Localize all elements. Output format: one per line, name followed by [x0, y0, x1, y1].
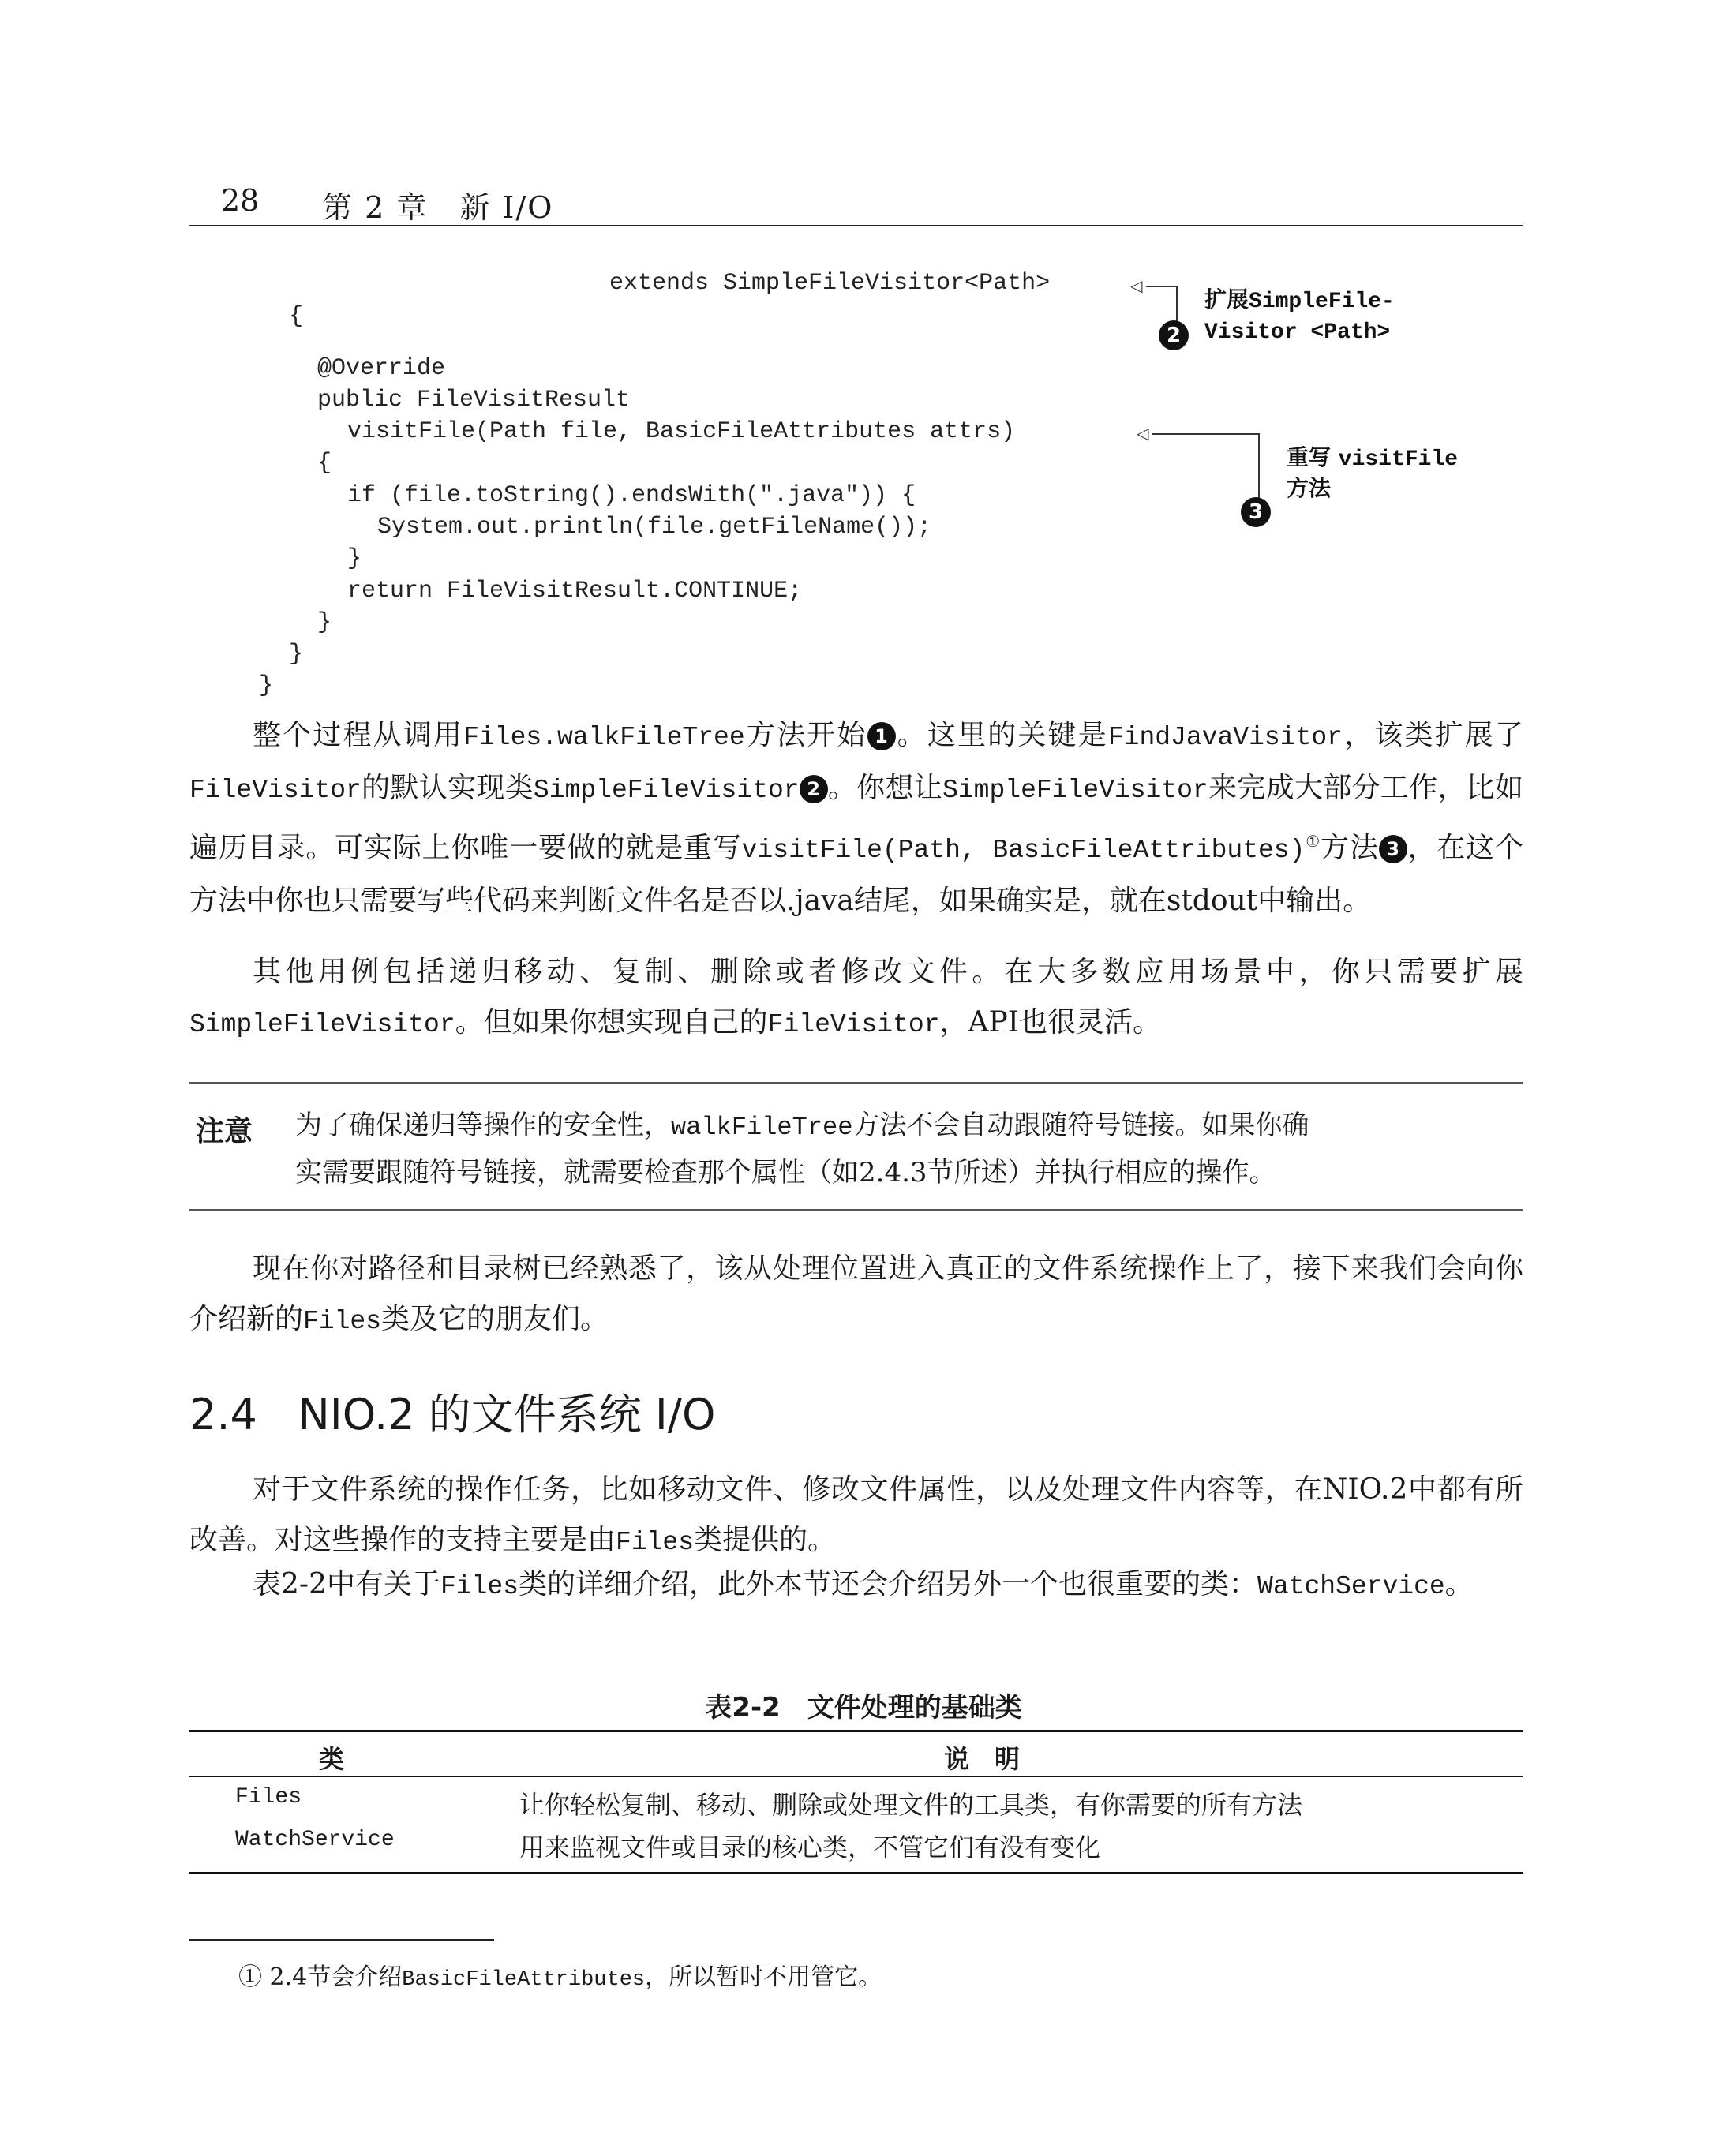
- code-line: {: [289, 303, 304, 330]
- callout-label-2: 扩展SimpleFile- Visitor <Path>: [1204, 286, 1395, 345]
- table-cell-class: Files: [235, 1785, 302, 1810]
- note-top-rule: [189, 1082, 1523, 1084]
- code-line: System.out.println(file.getFileName());: [377, 514, 932, 541]
- callout-label-3: 重写 visitFile 方法: [1287, 444, 1458, 501]
- header-rule: [189, 225, 1523, 226]
- callout-leader: [1146, 286, 1178, 287]
- note-text-line-2: 实需要跟随符号链接，就需要检查那个属性（如2.4.3节所述）并执行相应的操作。: [295, 1157, 1276, 1188]
- code-line: @Override: [317, 355, 446, 382]
- code-line: extends SimpleFileVisitor<Path>: [609, 270, 1051, 297]
- code-line: }: [289, 641, 304, 668]
- table-header-rule: [189, 1776, 1523, 1777]
- table-bottom-rule: [189, 1872, 1523, 1874]
- running-head: 第 2 章 新 I/O: [322, 190, 554, 225]
- table-top-rule: [189, 1730, 1523, 1732]
- table-cell-class: WatchService: [235, 1828, 395, 1852]
- code-line: public FileVisitResult: [317, 387, 631, 414]
- code-line: return FileVisitResult.CONTINUE;: [347, 578, 803, 605]
- footnote-rule: [189, 1939, 494, 1941]
- body-paragraph: 整个过程从调用Files.walkFileTree方法开始 1 。这里的关键是FindJavaVisitor，该类扩展了FileVisitor的默认实现类SimpleFileVisitor 2 。你想让SimpleFileVisitor来完成大部分工作，比如遍历目录。可实际上你唯一要做的就是重写visitFile(Path, BasicFileAttributes)①方法 3 ，在这个方法中你也只需要写些代码来判断文件名是否以.java结尾，如果确实是，就在stdout中输出。: [189, 719, 1523, 917]
- callout-ref-2: 2: [800, 775, 828, 803]
- code-line: }: [259, 672, 274, 699]
- code-line: }: [347, 545, 362, 572]
- body-paragraph: 现在你对路径和目录树已经熟悉了，该从处理位置进入真正的文件系统操作上了，接下来我们会向你介绍新的Files类及它的朋友们。: [189, 1252, 1523, 1336]
- note-bottom-rule: [189, 1209, 1523, 1211]
- note-text-line-1: 为了确保递归等操作的安全性，walkFileTree方法不会自动跟随符号链接。如果你确: [295, 1110, 1309, 1142]
- footnote: ① 2.4节会介绍BasicFileAttributes，所以暂时不用管它。: [238, 1963, 882, 1992]
- callout-badge-3: 3: [1241, 497, 1271, 527]
- callout-badge-2: 2: [1159, 320, 1189, 350]
- callout-arrow-icon: ◁: [1130, 276, 1143, 295]
- code-line: {: [317, 450, 332, 477]
- code-line: visitFile(Path file, BasicFileAttributes attrs): [347, 418, 1016, 445]
- callout-arrow-icon: ◁: [1137, 424, 1149, 443]
- section-heading: 2.4 NIO.2 的文件系统 I/O: [189, 1390, 716, 1439]
- table-header-description: 说 明: [944, 1744, 1021, 1774]
- callout-leader: [1176, 286, 1178, 322]
- callout-ref-3: 3: [1379, 835, 1407, 863]
- footnote-ref: ①: [1305, 832, 1321, 851]
- body-paragraph: 表2-2中有关于Files类的详细介绍，此外本节还会介绍另外一个也很重要的类：WatchService。: [253, 1568, 1474, 1601]
- table-caption: 表2-2 文件处理的基础类: [705, 1692, 1022, 1724]
- body-paragraph: 其他用例包括递归移动、复制、删除或者修改文件。在大多数应用场景中，你只需要扩展SimpleFileVisitor。但如果你想实现自己的FileVisitor，API也很灵活。: [189, 956, 1523, 1039]
- callout-leader: [1152, 433, 1260, 435]
- note-label: 注意: [196, 1114, 253, 1147]
- table-cell-description: 用来监视文件或目录的核心类，不管它们有没有变化: [519, 1832, 1101, 1862]
- code-line: }: [317, 609, 332, 636]
- callout-leader: [1258, 433, 1260, 498]
- body-paragraph: 对于文件系统的操作任务，比如移动文件、修改文件属性，以及处理文件内容等，在NIO.2中都有所改善。对这些操作的支持主要是由Files类提供的。: [189, 1473, 1523, 1557]
- code-line: if (file.toString().endsWith(".java")) {: [347, 482, 916, 509]
- page-number: 28: [221, 183, 260, 218]
- table-header-class: 类: [319, 1744, 345, 1774]
- table-cell-description: 让你轻松复制、移动、删除或处理文件的工具类，有你需要的所有方法: [519, 1790, 1303, 1820]
- callout-ref-1: 1: [867, 722, 896, 750]
